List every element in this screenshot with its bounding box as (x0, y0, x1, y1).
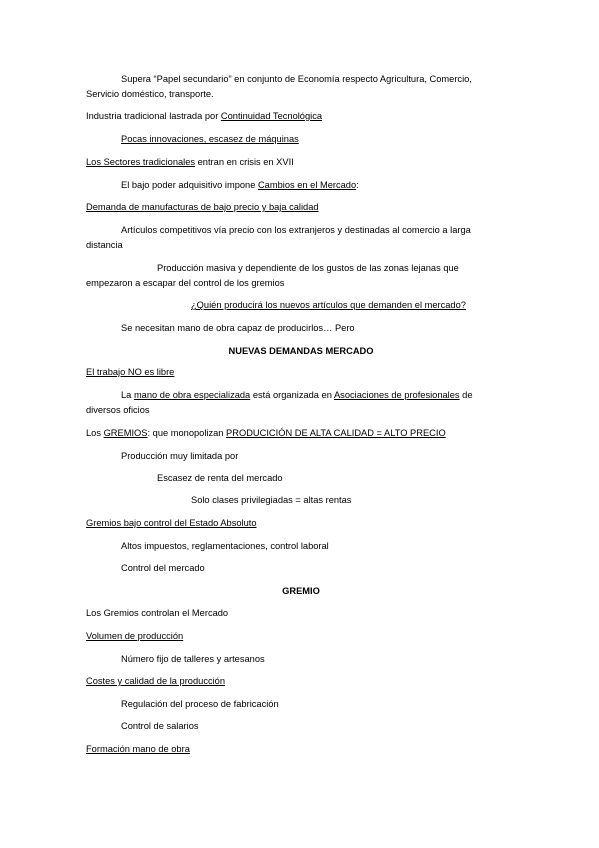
term-gremios: GREMIOS (103, 428, 148, 438)
line-gremios-control-estado: Gremios bajo control del Estado Absoluto (86, 518, 257, 528)
line-altos-impuestos: Altos impuestos, reglamentaciones, control laboral (121, 541, 329, 551)
line-gremios-monopolizan (86, 427, 516, 439)
line-numero-talleres: Número fijo de talleres y artesanos (121, 654, 265, 664)
text: entran en crisis en XVII (195, 157, 294, 167)
line-control-mercado: Control del mercado (121, 563, 205, 573)
line-pregunta: ¿Quién producirá los nuevos artículos que demanden el mercado? (191, 300, 466, 310)
term-asociaciones-profesionales: Asociaciones de profesionales (333, 390, 460, 400)
line-sectores-tradicionales (86, 156, 516, 168)
line-escasez-renta: Escasez de renta del mercado (157, 473, 283, 483)
text: de (459, 390, 473, 400)
line-produccion-limitada: Producción muy limitada por (121, 451, 239, 461)
line-bajo-poder (121, 179, 551, 191)
heading-gremio: GREMIO (282, 586, 320, 596)
line-volumen-produccion: Volumen de producción (86, 631, 184, 641)
line-gremios-controlan: Los Gremios controlan el Mercado (86, 608, 229, 618)
line-mano-de-obra (121, 389, 551, 401)
term-cambios-mercado: Cambios en el Mercado (257, 180, 357, 190)
line-pocas-innovaciones: Pocas innovaciones, escasez de máquinas (121, 134, 299, 144)
line-formacion-mano-obra: Formación mano de obra (86, 744, 190, 754)
line-industria-tradicional (86, 110, 516, 122)
line-produccion-masiva-cont: empezaron a escapar del control de los gremios (86, 278, 285, 288)
text: Industria tradicional lastrada por (86, 111, 221, 121)
line-control-salarios: Control de salarios (121, 721, 199, 731)
line-trabajo-no-libre: El trabajo NO es libre (86, 367, 175, 377)
term-produccion-alta-calidad: PRODUCICIÓN DE ALTA CALIDAD = ALTO PRECIO (226, 428, 446, 438)
paragraph-economia-cont: Servicio doméstico, transporte. (86, 89, 214, 99)
line-demanda-manufacturas: Demanda de manufacturas de bajo precio y baja calidad (86, 202, 319, 212)
text: : (356, 180, 359, 190)
term-mano-obra-especializada: mano de obra especializada (133, 390, 251, 400)
line-produccion-masiva: Producción masiva y dependiente de los gustos de las zonas lejanas que (157, 263, 459, 273)
term-continuidad-tecnologica: Continuidad Tecnológica (220, 111, 323, 121)
line-costes-calidad: Costes y calidad de la producción (86, 676, 226, 686)
term-sectores-tradicionales: Los Sectores tradicionales (86, 157, 196, 167)
text: Los (86, 428, 104, 438)
line-mano-de-obra-cont: diversos oficios (86, 405, 150, 415)
heading-nuevas-demandas: NUEVAS DEMANDAS MERCADO (228, 346, 374, 356)
text: : que monopolizan (147, 428, 227, 438)
text: está organizada en (250, 390, 334, 400)
line-articulos-competitivos: Artículos competitivos vía precio con los extranjeros y destinadas al comercio a larga (121, 225, 471, 235)
line-solo-clases: Solo clases privilegiadas = altas rentas (191, 495, 352, 505)
text: La (121, 390, 134, 400)
text: El bajo poder adquisitivo impone (121, 180, 258, 190)
line-articulos-competitivos-cont: distancia (86, 240, 123, 250)
line-se-necesitan: Se necesitan mano de obra capaz de producirlos… Pero (121, 323, 355, 333)
paragraph-economia: Supera “Papel secundario” en conjunto de Economía respecto Agricultura, Comercio, (121, 74, 472, 84)
line-regulacion-proceso: Regulación del proceso de fabricación (121, 699, 279, 709)
